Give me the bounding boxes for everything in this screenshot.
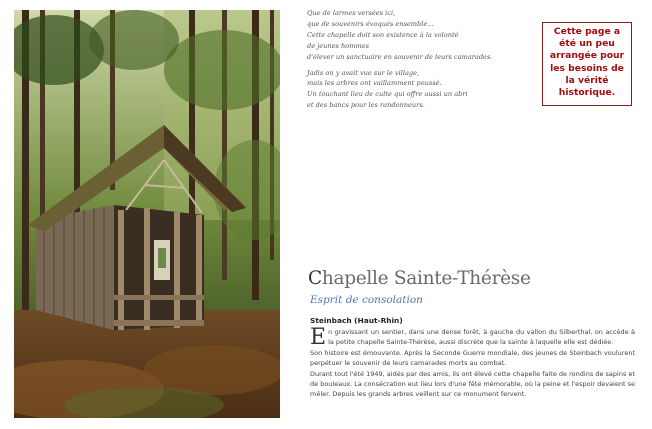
paragraph: Son histoire est émouvante. Après la Seconde Guerre mondiale, des jeunes de Steinbach voulurent perpétuer le souvenir de leurs camarades morts au combat. — [310, 349, 635, 367]
article-body — [310, 325, 635, 401]
drop-cap: E — [310, 325, 327, 350]
poem-line: que de souvenirs évoqués ensemble… — [307, 19, 434, 28]
paragraph — [310, 325, 635, 350]
title-initial: C — [308, 268, 322, 289]
historical-notice: Cette page a été un peu arrangée pour les besoins de la vérité historique. — [542, 22, 632, 106]
poem-line: Que de larmes versées ici, — [307, 9, 396, 17]
poem-line: Jadis on y avait vue sur le village, — [307, 68, 420, 77]
page-title — [308, 268, 531, 289]
poem — [307, 8, 527, 111]
poem-line: Cette chapelle doit son existence à la volonté — [307, 30, 459, 39]
poem-line: mais les arbres ont vaillamment poussé. — [307, 79, 442, 88]
paragraph: Durant tout l'été 1949, aidés par des amis, ils ont élevé cette chapelle faite de rondins de sapins et de bouleaux. La consécration eut lieu lors d'une fête mémorable, où la peine et l'espoir devaient se mêler. Depuis les grands arbres veillent sur ce monument fervent. — [310, 370, 635, 398]
chapel-photo — [14, 10, 280, 418]
subtitle: Esprit de consolation — [310, 294, 423, 306]
poem-line: d'élever un sanctuaire en souvenir de leurs camarades. — [307, 52, 493, 61]
title-rest: hapelle Sainte-Thérèse — [321, 268, 531, 289]
location-label: Steinbach (Haut-Rhin) — [310, 316, 403, 325]
poem-line: de jeunes hommes — [307, 41, 370, 50]
poem-line: et des bancs pour les randonneurs. — [307, 101, 425, 110]
paragraph-text: n gravissant un sentier, dans une dense forêt, à gauche du vallon du Silberthal, on accède à la petite chapelle Sainte-Thérèse, aussi discrète que la sainte à laquelle elle est dédiée. — [328, 328, 635, 346]
poem-line: Un touchant lieu de culte qui offre aussi un abri — [307, 90, 468, 99]
